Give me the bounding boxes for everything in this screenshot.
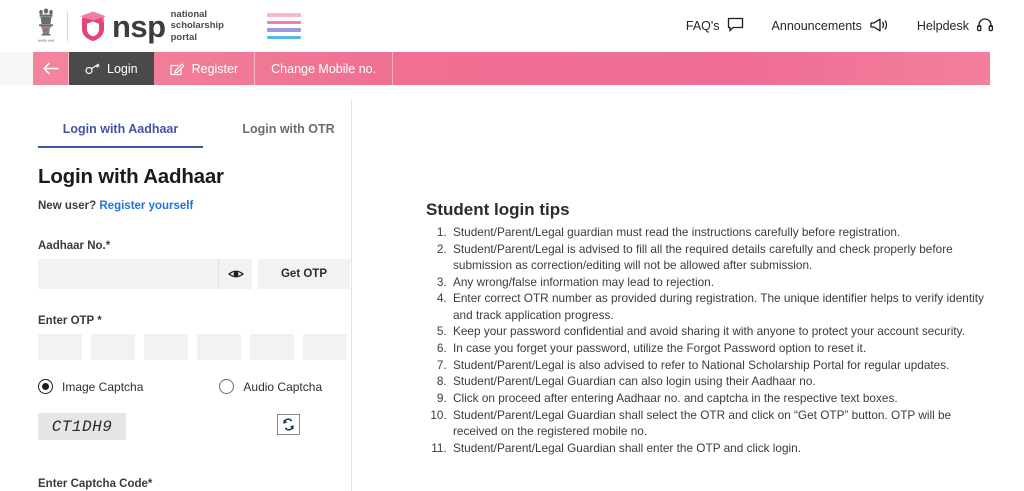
tips-panel: [352, 85, 1024, 491]
list-item: 4. Enter correct OTR number as provided during registration. The unique identifier helps to verify identity and track application progress.: [450, 290, 993, 322]
megaphone-icon: [869, 17, 889, 36]
register-yourself-link[interactable]: Register yourself: [99, 200, 194, 212]
menu-bar-3: [267, 28, 301, 32]
header-links: [686, 17, 994, 36]
logo-divider: [67, 11, 68, 41]
refresh-captcha-icon[interactable]: [277, 414, 300, 435]
get-otp-button[interactable]: Get OTP: [258, 259, 350, 289]
login-method-tabs: [38, 122, 366, 148]
aadhaar-field-label: Aadhaar No.*: [38, 240, 111, 252]
list-item: 6. In case you forget your password, utilize the Forgot Password option to reset it.: [450, 340, 993, 356]
nav-tab-login[interactable]: [69, 52, 154, 85]
tips-list: [426, 224, 993, 456]
aadhaar-input[interactable]: [38, 259, 218, 289]
page-title: Login with Aadhaar: [38, 165, 224, 188]
otp-digit-3[interactable]: [144, 334, 188, 360]
arrow-left-icon[interactable]: [33, 52, 69, 85]
nav-tab-change-mobile[interactable]: [255, 52, 393, 85]
hamburger-menu-icon[interactable]: [267, 13, 301, 39]
pencil-square-icon: [170, 62, 185, 76]
list-item: 10. Student/Parent/Legal Guardian shall select the OTR and click on “Get OTP” button. OTP will be received on the registered mobile no.: [450, 407, 993, 439]
new-user-prompt: [38, 200, 193, 212]
aadhaar-input-row: [38, 259, 350, 289]
tab-login-with-aadhaar[interactable]: Login with Aadhaar: [38, 122, 203, 148]
list-item: 5. Keep your password confidential and avoid sharing it with anyone to protect your account security.: [450, 323, 993, 339]
faqs-link[interactable]: [686, 17, 744, 35]
menu-bar-2: [267, 21, 301, 25]
list-item: 9. Click on proceed after entering Aadhaar no. and captcha in the respective text boxes.: [450, 390, 993, 406]
otp-digit-4[interactable]: [197, 334, 241, 360]
captcha-image: CT1DH9: [38, 413, 126, 440]
site-header: [0, 0, 1024, 52]
radio-audio-captcha-control[interactable]: [219, 379, 234, 394]
nsp-graduation-shield-icon: [78, 9, 108, 43]
list-item: 11. Student/Parent/Legal Guardian shall enter the OTP and click login.: [450, 440, 993, 456]
nsp-tagline: [171, 9, 224, 43]
otp-digit-5[interactable]: [250, 334, 294, 360]
tagline-line-2: scholarship: [170, 20, 224, 32]
captcha-type-radios: [38, 379, 322, 394]
new-user-label: New user?: [38, 200, 97, 212]
tips-title: Student login tips: [426, 200, 570, 219]
radio-image-captcha-label: Image Captcha: [62, 379, 144, 394]
helpdesk-link[interactable]: [917, 17, 994, 36]
headset-icon: [976, 17, 994, 36]
list-item: 1. Student/Parent/Legal guardian must read the instructions carefully before registration.: [450, 224, 993, 240]
key-icon: [85, 63, 100, 75]
nav-tab-register[interactable]: [154, 52, 256, 85]
radio-image-captcha-control[interactable]: [38, 379, 53, 394]
announcements-label: Announcements: [771, 19, 862, 33]
nav-tab-login-label: Login: [107, 61, 138, 76]
nsp-wordmark: nsp: [112, 8, 166, 44]
list-item: 8. Student/Parent/Legal Guardian can also login using their Aadhaar no.: [450, 373, 993, 389]
helpdesk-label: Helpdesk: [916, 19, 969, 33]
list-item: 2. Student/Parent/Legal is advised to fill all the required details carefully and check properly before submission as correction/editing will not be allowed after submission.: [450, 241, 993, 273]
radio-audio-captcha[interactable]: [219, 379, 322, 394]
otp-input-group: [38, 334, 347, 360]
svg-text:सत्यमेव जयते: सत्यमेव जयते: [37, 39, 55, 43]
list-item: 3. Any wrong/false information may lead to rejection.: [450, 274, 993, 290]
primary-navbar: [0, 52, 990, 85]
otp-digit-2[interactable]: [91, 334, 135, 360]
otp-digit-6[interactable]: [303, 334, 347, 360]
otp-digit-1[interactable]: [38, 334, 82, 360]
india-national-emblem-icon: [33, 6, 59, 46]
tagline-line-3: portal: [170, 31, 198, 43]
otp-field-label: Enter OTP *: [38, 315, 102, 327]
radio-audio-captcha-label: Audio Captcha: [243, 379, 323, 394]
navbar-left-pad: [0, 52, 33, 85]
list-item: 7. Student/Parent/Legal is also advised to refer to National Scholarship Portal for regular updates.: [450, 357, 993, 373]
menu-bar-1: [267, 13, 301, 17]
faqs-label: FAQ's: [685, 19, 720, 33]
tagline-line-1: national: [170, 9, 208, 21]
nav-tab-change-mobile-label: Change Mobile no.: [271, 61, 377, 76]
nsp-logo[interactable]: [78, 9, 224, 43]
nav-tab-register-label: Register: [191, 61, 239, 76]
announcements-link[interactable]: [772, 17, 889, 36]
chat-bubble-icon: [727, 17, 744, 35]
eye-visibility-icon[interactable]: [218, 259, 252, 289]
radio-selected-dot: [42, 383, 49, 390]
menu-bar-4: [267, 36, 301, 40]
radio-image-captcha[interactable]: [38, 379, 143, 394]
login-panel: [0, 85, 351, 491]
captcha-input-label: Enter Captcha Code*: [38, 478, 153, 490]
tab-login-with-otr[interactable]: Login with OTR: [242, 122, 335, 136]
